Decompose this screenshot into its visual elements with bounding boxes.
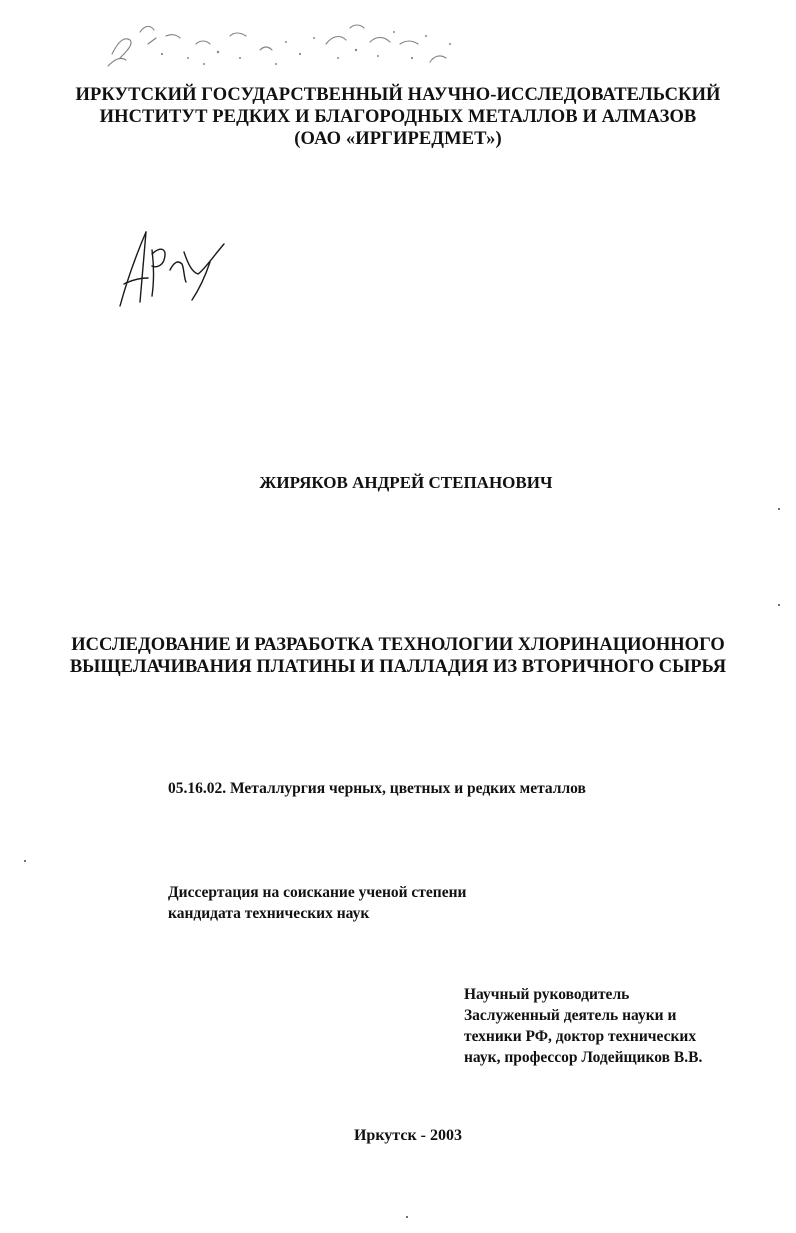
supervisor-line: Заслуженный деятель науки и (464, 1007, 677, 1024)
scientific-supervisor (464, 984, 702, 1068)
degree-line: Диссертация на соискание ученой степени (168, 884, 467, 901)
handwritten-signature-icon (112, 222, 242, 312)
scan-speck (406, 1216, 408, 1218)
scan-speck (778, 508, 780, 510)
scan-speck (24, 860, 26, 862)
specialty-code: 05.16.02. Металлургия черных, цветных и редких металлов (168, 780, 586, 797)
institution-line: ИНСТИТУТ РЕДКИХ И БЛАГОРОДНЫХ МЕТАЛЛОВ И АЛМАЗОВ (99, 107, 697, 127)
supervisor-line: наук, профессор Лодейщиков В.В. (464, 1049, 703, 1066)
institution-name (0, 84, 796, 150)
supervisor-line: техники РФ, доктор технических (464, 1028, 697, 1045)
title-line: ВЫЩЕЛАЧИВАНИЯ ПЛАТИНЫ И ПАЛЛАДИЯ ИЗ ВТОРИЧНОГО СЫРЬЯ (69, 657, 727, 677)
institution-line: ИРКУТСКИЙ ГОСУДАРСТВЕННЫЙ НАУЧНО-ИССЛЕДОВАТЕЛЬСКИЙ (75, 85, 721, 105)
institution-abbreviation: (ОАО «ИРГИРЕДМЕТ») (294, 129, 502, 149)
dissertation-title (0, 634, 796, 678)
degree-statement (168, 882, 466, 924)
scan-speck (778, 604, 780, 606)
supervisor-line: Научный руководитель (464, 986, 630, 1003)
author-name: ЖИРЯКОВ АНДРЕЙ СТЕПАНОВИЧ (259, 473, 553, 492)
title-line: ИССЛЕДОВАНИЕ И РАЗРАБОТКА ТЕХНОЛОГИИ ХЛОРИНАЦИОННОГО (71, 635, 725, 655)
city-and-year: Иркутск - 2003 (353, 1127, 463, 1144)
degree-line: кандидата технических наук (168, 905, 370, 922)
faint-scribble-icon (100, 14, 460, 76)
